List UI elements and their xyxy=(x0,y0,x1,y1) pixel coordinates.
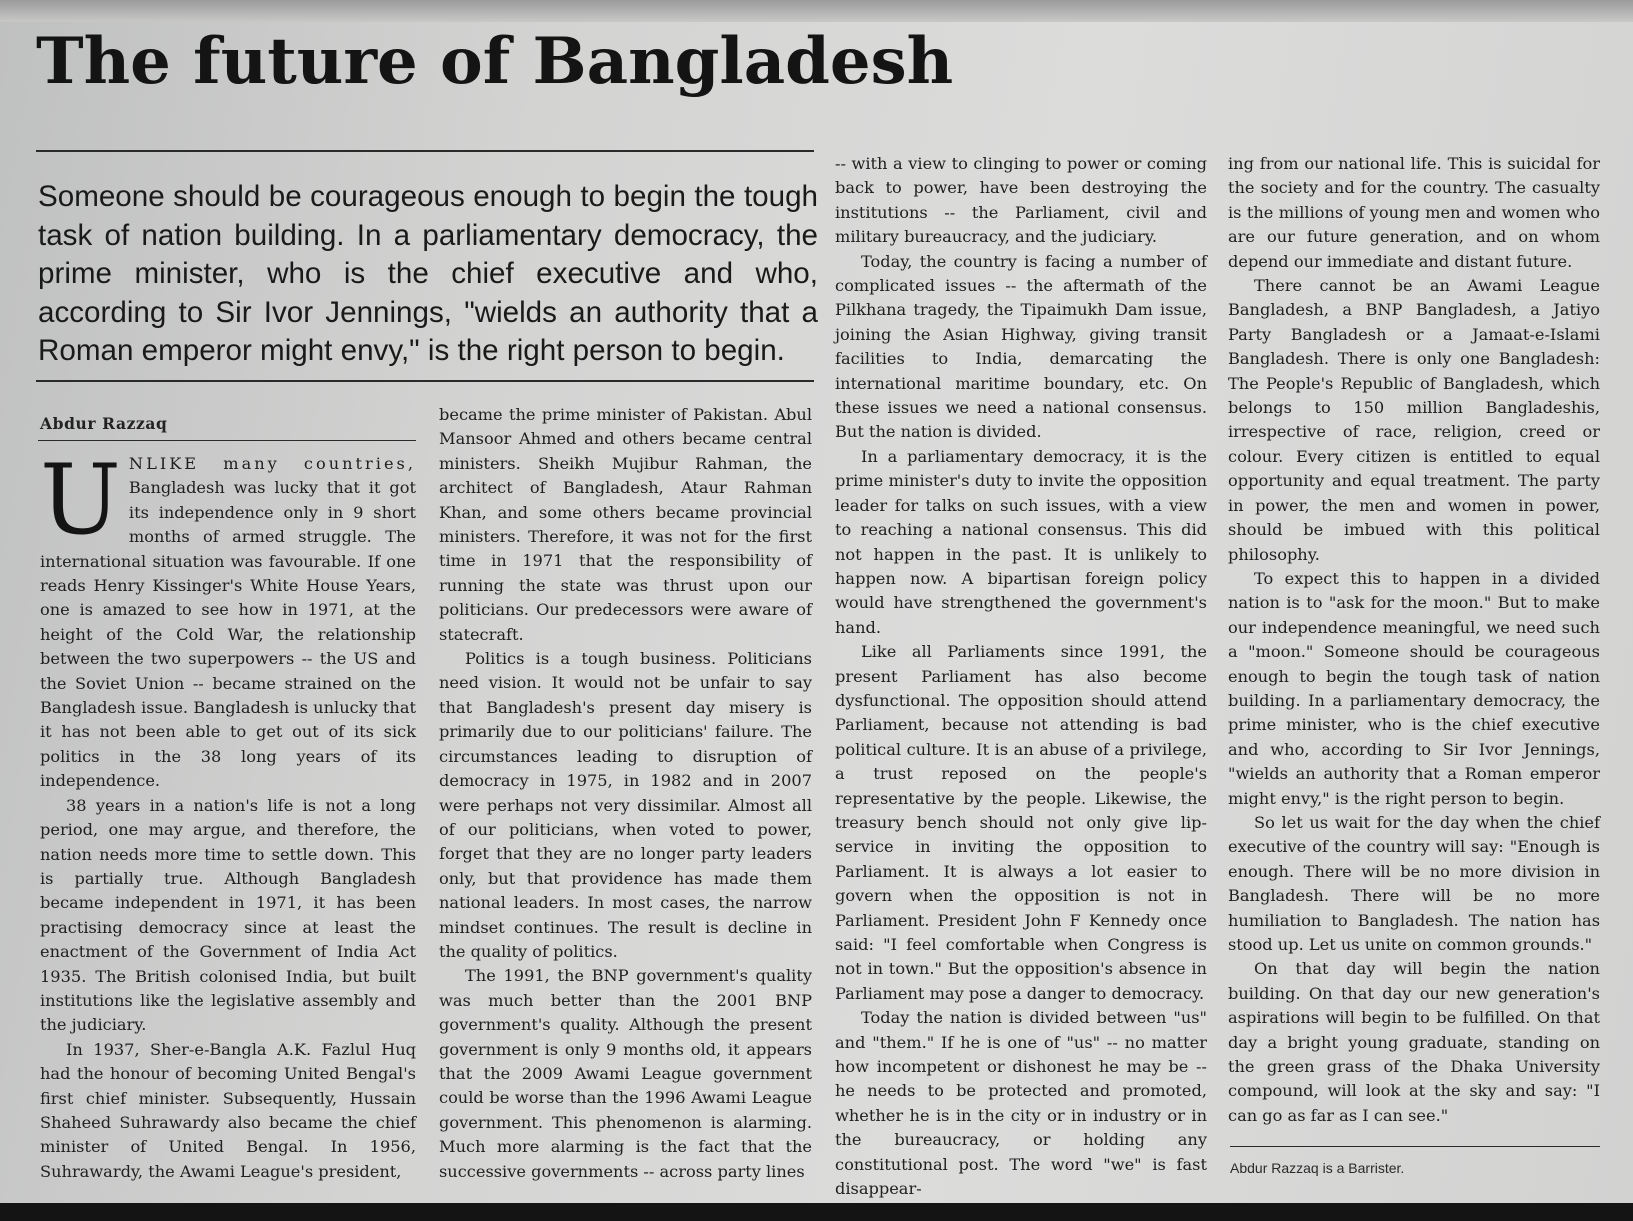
col1-para-1-text: Bangladesh was lucky that it got its independence only in 9 short months of armed struggle. The international situation was favourable. If one reads Henry Kissinger's White House Years, one is amazed to see how in 1971, at the height of the Cold War, the relationship between the two superpowers -- the US and the Soviet Union -- became strained on the Bangladesh issue. Bangladesh is unlucky that it has not been able to get out of its sick politics in the 38 long years of its independence. xyxy=(40,478,416,791)
column-4 xyxy=(1228,152,1600,1128)
col3-para-3: In a parliamentary democracy, it is the prime minister's duty to invite the opposition leader for talks on such issues, with a view to reaching a national consensus. This did not happen in the past. It is unlikely to happen now. A bipartisan foreign policy would have strengthened the government's hand. xyxy=(835,446,1207,637)
col4-para-4: So let us wait for the day when the chief executive of the country will say: "Enough is enough. There will be no more division in Bangladesh. There will be no more humiliation to Bangladesh. The nation has stood up. Let us unite on common grounds." xyxy=(1228,812,1600,954)
deck-bottom-rule xyxy=(36,380,814,382)
col4-para-3: To expect this to happen in a divided nation is to "ask for the moon." But to make our independence meaningful, we need such a "moon." Someone should be courageous enough to begin the tough task of nation building. In a parliamentary democracy, the prime minister, who is the chief executive and who, according to Sir Ivor Jennings, "wields an authority that a Roman emperor might envy," is the right person to begin. xyxy=(1228,568,1600,808)
column-3 xyxy=(835,152,1207,1201)
drop-cap: U xyxy=(40,444,121,556)
column-1 xyxy=(40,444,416,1184)
col3-para-4: Like all Parliaments since 1991, the present Parliament has also become dysfunctional. The opposition should attend Parliament, because not attending is bad political culture. It is an abuse of a privilege, a trust reposed on the people's representative by the people. Likewise, the treasury bench should not only give lip-service in inviting the opposition to Parliament. It is always a lot easier to govern when the opposition is not in Parliament. President John F Kennedy once said: "I feel comfortable when Congress is not in town." But the opposition's absence in Parliament may pose a danger to democracy. xyxy=(835,642,1207,1003)
col3-para-2: Today, the country is facing a number of complicated issues -- the aftermath of the Pilkhana tragedy, the Tipaimukh Dam issue, joining the Asian Highway, giving transit facilities to India, demarcating the international maritime boundary, etc. On these issues we need a national consensus. But the nation is divided. xyxy=(835,251,1207,442)
col1-para-3: In 1937, Sher-e-Bangla A.K. Fazlul Huq had the honour of becoming United Bengal's first chief minister. Subsequently, Hussain Shaheed Suhrawardy also became the chief minister of United Bengal. In 1956, Suhrawardy, the Awami League's president, xyxy=(40,1039,416,1181)
col1-para-1 xyxy=(40,444,416,794)
headline: The future of Bangladesh xyxy=(36,24,954,99)
col3-para-5: Today the nation is divided between "us" and "them." If he is one of "us" -- no matter how incompetent or dishonest he may be -- he needs to be protected and promoted, whether he is in the city or in industry or in the bureaucracy, or holding any constitutional post. The word "we" is fast disappear- xyxy=(835,1008,1207,1199)
top-edge xyxy=(0,0,1633,22)
column-2 xyxy=(439,403,812,1184)
bottom-edge xyxy=(0,1203,1633,1221)
deck-top-rule xyxy=(36,150,814,152)
col2-para-3: The 1991, the BNP government's quality was much better than the 2001 BNP government's quality. Although the present government is only 9 months old, it appears that the 2009 Awami League government could be worse than the 1996 Awami League government. This phenomenon is alarming. Much more alarming is the fact that the successive governments -- across party lines xyxy=(439,966,812,1181)
author-credit: Abdur Razzaq is a Barrister. xyxy=(1230,1160,1405,1176)
col4-para-5: On that day will begin the nation building. On that day our new generation's aspirations will begin to be fulfilled. On that day a bright young graduate, standing on the green grass of the Dhaka University compound, will look at the sky and say: "I can go as far as I can see." xyxy=(1228,959,1600,1125)
col1-para-2: 38 years in a nation's life is not a long period, one may argue, and therefore, the nation needs more time to settle down. This is partially true. Although Bangladesh became independent in 1971, it has been practising democracy since at least the enactment of the Government of India Act 1935. The British colonised India, but built institutions like the legislative assembly and the judiciary. xyxy=(40,795,416,1035)
byline: Abdur Razzaq xyxy=(40,414,168,433)
credit-rule xyxy=(1230,1146,1600,1147)
col2-para-1: became the prime minister of Pakistan. Abul Mansoor Ahmed and others became central ministers. Sheikh Mujibur Rahman, the architect of Bangladesh, Ataur Rahman Khan, and some others became provincial ministers. Therefore, it was not for the first time in 1971 that the responsibility of running the state was thrust upon our politicians. Our predecessors were aware of statecraft. xyxy=(439,405,812,644)
col2-para-2: Politics is a tough business. Politicians need vision. It would not be unfair to say that Bangladesh's present day misery is primarily due to our politicians' failure. The circumstances leading to disruption of democracy in 1975, in 1982 and in 2007 were perhaps not very dissimilar. Almost all of our politicians, when voted to power, forget that they are no longer party leaders only, but that providence has made them national leaders. In most cases, the narrow mindset continues. The result is decline in the quality of politics. xyxy=(439,649,812,961)
col4-para-1: ing from our national life. This is suicidal for the society and for the country. The casualty is the millions of young men and women who are our future generation, and on whom depend our immediate and distant future. xyxy=(1228,154,1600,271)
deck: Someone should be courageous enough to begin the tough task of nation building. In a parliamentary democracy, the prime minister, who is the chief executive and who, according to Sir Ivor Jennings, "wields an authority that a Roman emperor might envy," is the right person to begin. xyxy=(38,180,818,367)
col4-para-2: There cannot be an Awami League Bangladesh, a BNP Bangladesh, a Jatiyo Party Bangladesh or a Jamaat-e-Islami Bangladesh. There is only one Bangladesh: The People's Republic of Bangladesh, which belongs to 150 million Bangladeshis, irrespective of race, religion, creed or colour. Every citizen is entitled to equal opportunity and equal treatment. The party in power, the men and women in power, should be imbued with this political philosophy. xyxy=(1228,276,1600,564)
lead-words: NLIKE many countries, xyxy=(128,454,416,473)
col3-para-1: -- with a view to clinging to power or coming back to power, have been destroying the institutions -- the Parliament, civil and military bureaucracy, and the judiciary. xyxy=(835,154,1207,247)
byline-rule xyxy=(38,440,416,441)
